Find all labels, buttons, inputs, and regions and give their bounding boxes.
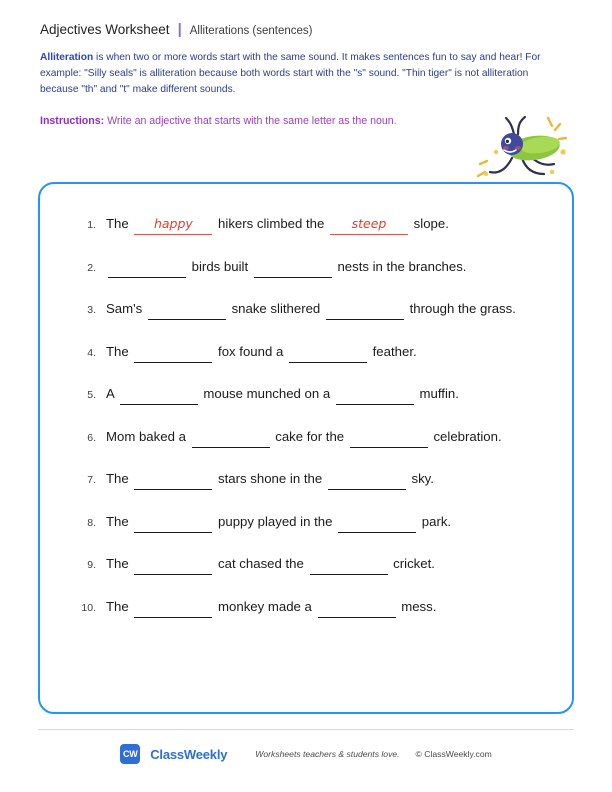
sentence-fragment: The	[106, 216, 133, 231]
answer-blank[interactable]	[310, 554, 388, 575]
question-number: 3.	[87, 304, 96, 316]
question-number: 5.	[87, 389, 96, 401]
answer-blank[interactable]	[336, 384, 414, 405]
sentence-fragment: snake slithered	[227, 301, 324, 316]
definition-paragraph	[40, 50, 560, 98]
question-row	[66, 554, 546, 575]
title-main: Adjectives Worksheet	[40, 22, 170, 37]
question-text	[106, 257, 546, 278]
question-row	[66, 469, 546, 490]
classweekly-logo-icon: CW	[120, 744, 140, 764]
sentence-fragment: The	[106, 513, 133, 529]
definition-text: is when two or more words start with the same sound. It makes sentences fun to say and hear! For example: "Silly seals" is alliteration because both words start with the "s" sound. "Thin tiger" is not alliteration because "th" and "t" make different sounds.	[40, 52, 541, 95]
question-list	[40, 184, 572, 618]
sentence-fragment: mess.	[397, 598, 437, 614]
worksheet-box	[38, 182, 574, 714]
sentence-fragment: hikers climbed the	[214, 216, 328, 231]
footer-copyright: © ClassWeekly.com	[415, 749, 492, 759]
page-header	[0, 0, 612, 129]
question-number: 2.	[87, 261, 96, 274]
question-text	[106, 554, 546, 575]
question-number: 4.	[87, 346, 96, 359]
question-row	[66, 427, 546, 448]
question-row	[66, 512, 546, 533]
answer-blank[interactable]	[108, 257, 186, 278]
footer-tagline: Worksheets teachers & students love.	[255, 749, 400, 759]
sentence-fragment: birds built	[188, 258, 252, 274]
sentence-fragment: puppy played in the	[214, 513, 337, 529]
answer-blank[interactable]	[134, 469, 212, 490]
sentence-fragment: The	[106, 343, 133, 359]
answer-blank[interactable]	[326, 299, 404, 320]
instructions-label: Instructions:	[40, 115, 105, 127]
sentence-fragment: sky.	[407, 471, 434, 486]
question-text	[106, 342, 546, 363]
question-text	[106, 384, 546, 405]
sentence-fragment: cake for the	[271, 428, 348, 444]
footer-divider	[38, 729, 574, 730]
sentence-fragment: The	[106, 598, 133, 614]
question-row	[66, 214, 546, 235]
question-number: 1.	[87, 219, 96, 231]
instructions-text: Write an adjective that starts with the same letter as the noun.	[104, 115, 397, 127]
sentence-fragment: cricket.	[389, 556, 435, 571]
instructions-paragraph	[40, 114, 440, 129]
question-text	[106, 214, 546, 235]
question-number: 8.	[87, 516, 96, 529]
question-text	[106, 597, 546, 618]
filled-answer[interactable]: happy	[134, 214, 212, 235]
question-number: 7.	[87, 474, 96, 486]
answer-blank[interactable]	[350, 427, 428, 448]
sentence-fragment: Sam's	[106, 301, 146, 316]
answer-blank[interactable]	[192, 427, 270, 448]
answer-blank[interactable]	[134, 554, 212, 575]
sentence-fragment: mouse munched on a	[199, 386, 334, 401]
answer-blank[interactable]	[289, 342, 367, 363]
sentence-fragment: The	[106, 471, 133, 486]
answer-blank[interactable]	[328, 469, 406, 490]
answer-blank[interactable]	[134, 597, 212, 618]
sentence-fragment: muffin.	[415, 386, 459, 401]
answer-blank[interactable]	[134, 342, 212, 363]
sentence-fragment: monkey made a	[214, 598, 316, 614]
page-footer	[0, 744, 612, 764]
sentence-fragment: The	[106, 556, 133, 571]
definition-keyword: Alliteration	[40, 52, 94, 63]
sentence-fragment: Mom baked a	[106, 428, 190, 444]
grasshopper-icon	[456, 112, 576, 184]
sentence-fragment: through the grass.	[405, 301, 516, 316]
question-number: 9.	[87, 559, 96, 571]
brand-name: ClassWeekly	[150, 746, 228, 762]
question-row	[66, 299, 546, 320]
question-row	[66, 342, 546, 363]
sentence-fragment: feather.	[368, 343, 417, 359]
sentence-fragment: cat chased the	[214, 556, 308, 571]
question-row	[66, 597, 546, 618]
sentence-fragment: slope.	[410, 216, 449, 231]
question-text	[106, 469, 546, 490]
sentence-fragment: stars shone in the	[214, 471, 326, 486]
answer-blank[interactable]	[254, 257, 332, 278]
question-text	[106, 512, 546, 533]
answer-blank[interactable]	[134, 512, 212, 533]
question-text	[106, 427, 546, 448]
sentence-fragment: celebration.	[429, 428, 502, 444]
filled-answer[interactable]: steep	[330, 214, 408, 235]
question-number: 6.	[87, 431, 96, 444]
title-separator: |	[177, 21, 182, 38]
answer-blank[interactable]	[318, 597, 396, 618]
question-row	[66, 257, 546, 278]
sentence-fragment: fox found a	[214, 343, 287, 359]
answer-blank[interactable]	[338, 512, 416, 533]
answer-blank[interactable]	[120, 384, 198, 405]
sentence-fragment: park.	[418, 513, 452, 529]
title-subtitle: Alliterations (sentences)	[189, 25, 313, 37]
sentence-fragment: nests in the branches.	[333, 258, 467, 274]
page-title	[40, 22, 572, 37]
sentence-fragment: A	[106, 386, 118, 401]
question-number: 10.	[81, 601, 96, 614]
answer-blank[interactable]	[148, 299, 226, 320]
question-row	[66, 384, 546, 405]
question-text	[106, 299, 546, 320]
